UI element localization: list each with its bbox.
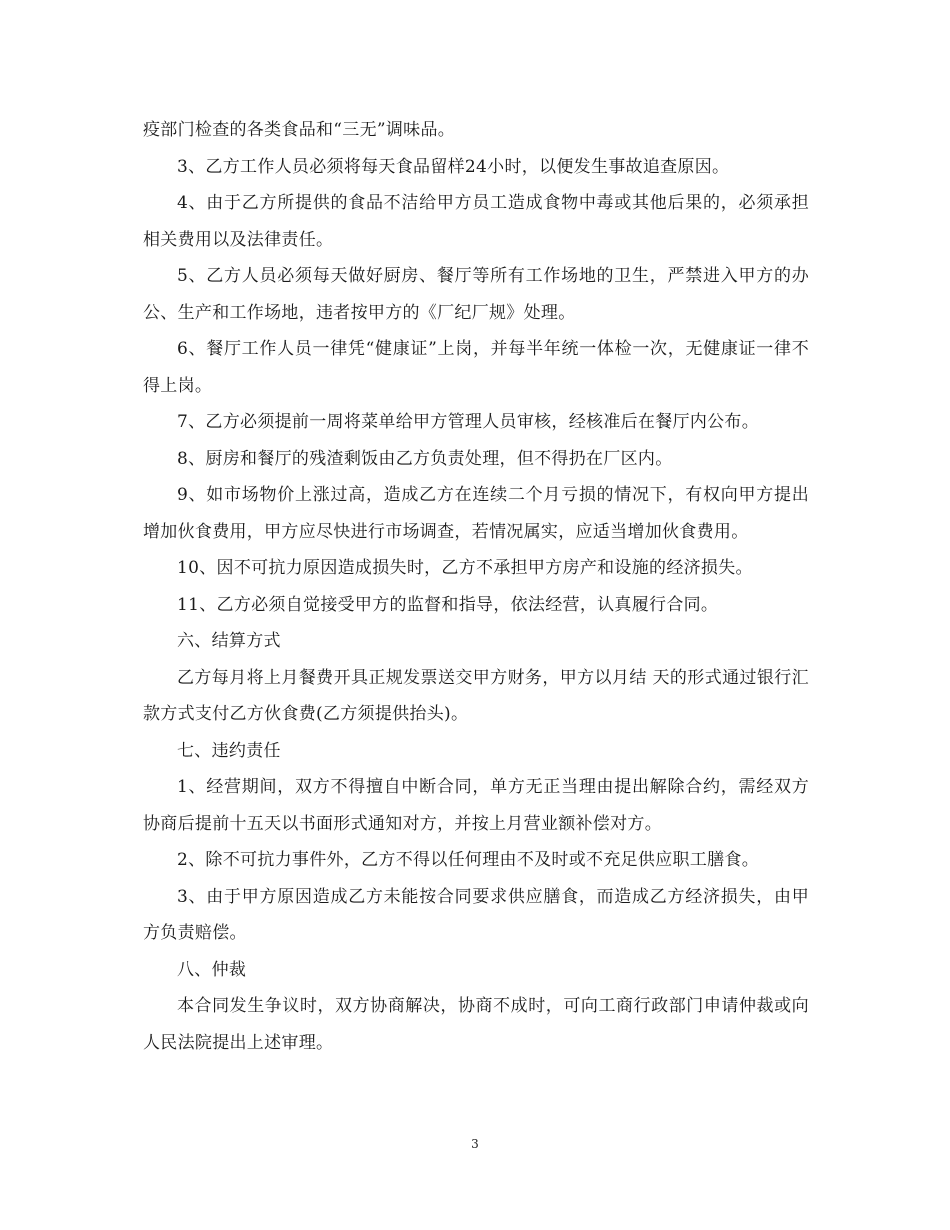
paragraph: 10、因不可抗力原因造成损失时，乙方不承担甲方房产和设施的经济损失。 [177,558,753,578]
paragraph: 7、乙方必须提前一周将菜单给甲方管理人员审核，经核准后在餐厅内公布。 [177,412,760,432]
paragraph: 5、乙方人员必须每天做好厨房、餐厅等所有工作场地的卫生，严禁进入甲方的办公、生产和工作场地，违者按甲方的《厂纪厂规》处理。 [143,266,809,323]
paragraph: 1、经营期间，双方不得擅自中断合同，单方无正当理由提出解除合约，需经双方协商后提前十五天以书面形式通知对方，并按上月营业额补偿对方。 [143,777,809,834]
paragraph: 本合同发生争议时，双方协商解决，协商不成时，可向工商行政部门申请仲裁或向人民法院提出上述审理。 [143,996,809,1053]
section-heading: 七、违约责任 [177,740,281,761]
paragraph: 8、厨房和餐厅的残渣剩饭由乙方负责处理，但不得扔在厂区内。 [177,448,673,469]
section-heading: 八、仲裁 [177,959,247,980]
page-number: 3 [471,1137,479,1151]
document-body [143,112,809,1061]
paragraph: 4、由于乙方所提供的食品不洁给甲方员工造成食物中毒或其他后果的，必须承担相关费用以及法律责任。 [143,193,809,250]
paragraph: 6、餐厅工作人员一律凭“健康证”上岗，并每半年统一体检一次，无健康证一律不得上岗。 [143,339,809,396]
paragraph: 2、除不可抗力事件外，乙方不得以任何理由不及时或不充足供应职工膳食。 [177,850,760,870]
section-heading: 六、结算方式 [177,631,281,651]
paragraph: 乙方每月将上月餐费开具正规发票送交甲方财务，甲方以月结 天的形式通过银行汇款方式支付乙方伙食费(乙方须提供抬头)。 [143,667,809,724]
paragraph: 3、由于甲方原因造成乙方未能按合同要求供应膳食，而造成乙方经济损失，由甲方负责赔偿。 [143,886,809,943]
paragraph: 9、如市场物价上涨过高，造成乙方在连续二个月亏损的情况下，有权向甲方提出增加伙食费用，甲方应尽快进行市场调查，若情况属实，应适当增加伙食费用。 [143,485,809,542]
paragraph: 11、乙方必须自觉接受甲方的监督和指导，依法经营，认真履行合同。 [177,594,719,615]
paragraph: 3、乙方工作人员必须将每天食品留样24小时，以便发生事故追查原因。 [177,156,730,177]
paragraph: 疫部门检查的各类食品和“三无”调味品。 [143,120,456,140]
